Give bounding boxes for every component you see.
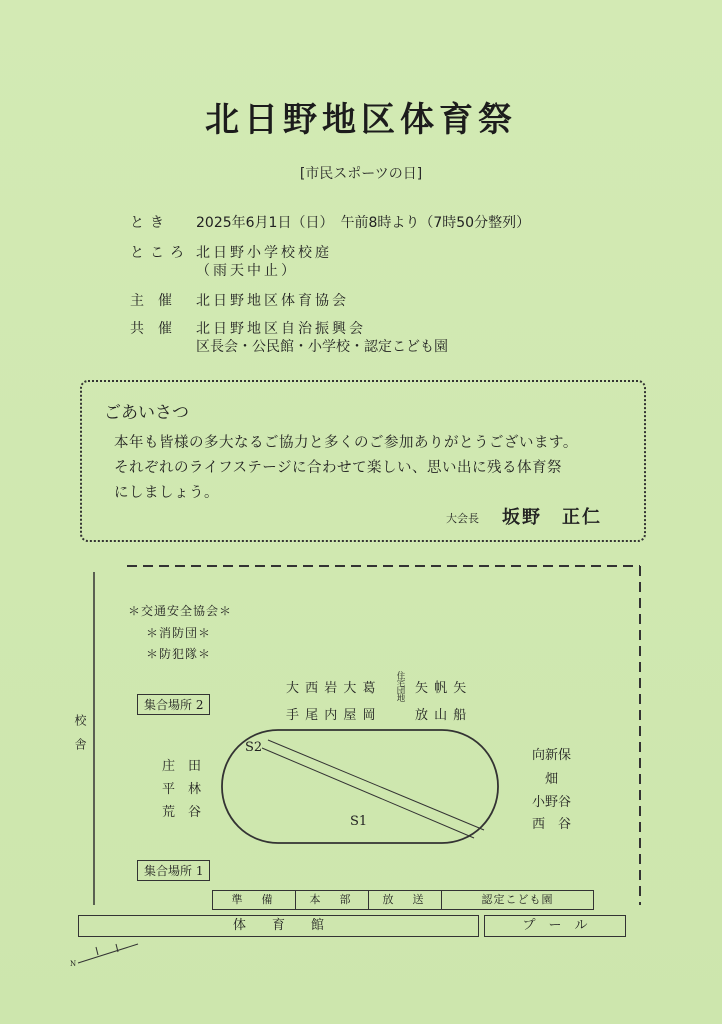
tent-row [212, 890, 594, 910]
where-note: （雨天中止） [196, 263, 298, 279]
team-row-top-2: 手 尾 内 屋 岡 [286, 708, 377, 723]
host-label: 主催 [130, 293, 186, 309]
team-shoda: 庄 田 [162, 759, 202, 774]
start-marker-s1: S1 [350, 814, 368, 829]
team-hirabayashi: 平 林 [162, 782, 202, 797]
assembly-point-2: 集合場所 2 [137, 694, 210, 715]
cohost-label: 共催 [130, 321, 186, 337]
greeting-line-3: にしましょう。 [114, 485, 219, 501]
team-jutaku-danchi: 住宅団地 [395, 671, 405, 701]
greeting-line-2: それぞれのライフステージに合わせて楽しい、思い出に残る体育祭 [114, 460, 562, 476]
crime-prevention: ＊防犯隊＊ [146, 647, 212, 661]
team-hata: 畑 [545, 772, 559, 787]
page-subtitle: [市民スポーツの日] [299, 166, 423, 182]
start-marker-s2: S2 [245, 740, 263, 755]
cohost-value: 北日野地区自治振興会 [196, 321, 366, 337]
tent-headquarters: 本 部 [296, 891, 369, 909]
team-aradani: 荒 谷 [162, 805, 202, 820]
safety-association: ＊交通安全協会＊ [128, 604, 233, 618]
pool: プ ー ル [484, 915, 626, 937]
team-row-top-1: 大 西 岩 大 葛 [286, 681, 377, 696]
tent-broadcast: 放 送 [369, 891, 442, 909]
team-onodani: 小野谷 [532, 795, 572, 810]
team-nishidani: 西 谷 [532, 817, 572, 832]
tent-kindergarten: 認定こども園 [481, 893, 554, 906]
gymnasium: 体 育 館 [78, 915, 479, 937]
north-label: N [70, 960, 77, 968]
signature-role: 大会長 [446, 512, 479, 525]
page-title: 北日野地区体育祭 [205, 100, 517, 140]
host-value: 北日野地区体育協会 [196, 293, 349, 309]
greeting-line-1: 本年も皆様の多大なるご協力と多くのご参加ありがとうございます。 [114, 435, 578, 451]
when-label: とき [130, 215, 170, 231]
assembly-point-1: 集合場所 1 [137, 860, 210, 881]
when-value: 2025年6月1日（日） 午前8時より（7時50分整列） [196, 215, 531, 231]
team-row-top-2b: 放 山 船 [415, 708, 468, 723]
fire-brigade: ＊消防団＊ [146, 626, 212, 640]
team-row-top-1b: 矢 帆 矢 [415, 681, 468, 696]
team-mukaishinbo: 向新保 [532, 748, 572, 763]
where-value: 北日野小学校校庭 [196, 245, 332, 261]
greeting-title: ごあいさつ [104, 403, 189, 423]
signature-name: 坂野 正仁 [502, 507, 602, 528]
where-label: ところ [130, 245, 190, 261]
school-building-label: 校舎 [73, 714, 87, 762]
tent-preparation: 準 備 [213, 891, 296, 909]
cohost-value-2: 区長会・公民館・小学校・認定こども園 [196, 339, 448, 355]
